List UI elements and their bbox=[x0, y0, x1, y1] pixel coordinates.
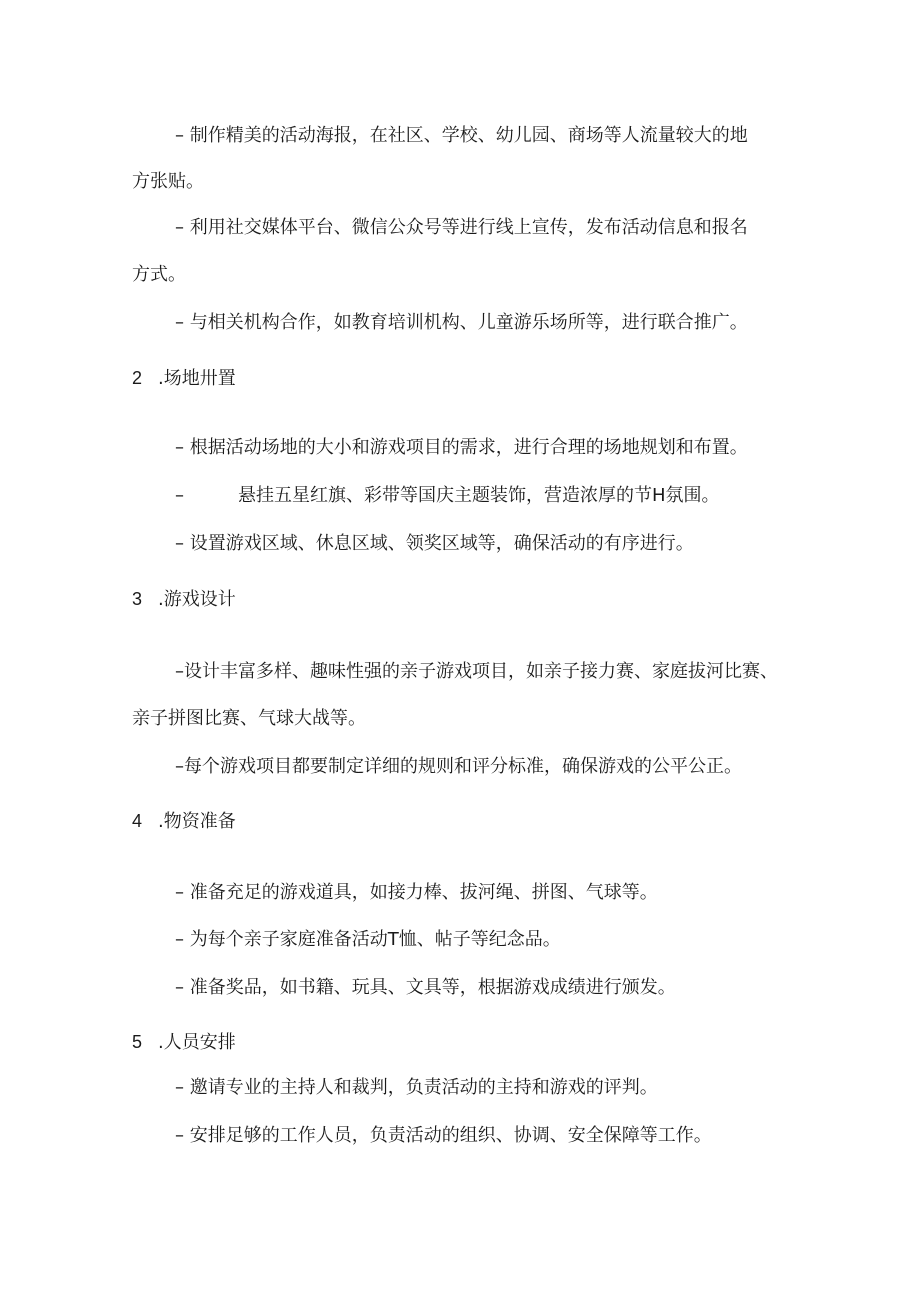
games-variety-line-1: –设计丰富多样、趣味性强的亲子游戏项目，如亲子接力赛、家庭拔河比赛、 bbox=[175, 661, 778, 682]
venue-deco-dash: – bbox=[175, 485, 184, 506]
heading-supplies-title: .物资准备 bbox=[158, 811, 236, 832]
supplies-souvenir-line: – 为每个亲子家庭准备活动T恤、帖子等纪念品。 bbox=[175, 929, 561, 950]
venue-zones-line: – 设置游戏区域、休息区域、领奖区域等，确保活动的有序进行。 bbox=[175, 533, 694, 554]
promo-poster-line-2: 方张贴。 bbox=[132, 171, 204, 192]
games-variety-line-2: 亲子拼图比赛、气球大战等。 bbox=[132, 708, 366, 729]
heading-venue bbox=[132, 366, 236, 391]
heading-venue-number: 2 bbox=[132, 368, 143, 388]
staff-workers-line: – 安排足够的工作人员，负责活动的组织、协调、安全保障等工作。 bbox=[175, 1125, 712, 1146]
heading-games-number: 3 bbox=[132, 589, 143, 609]
heading-games-title: .游戏设计 bbox=[158, 589, 236, 610]
venue-deco-line: 悬挂五星红旗、彩带等国庆主题装饰，营造浓厚的节H氛围。 bbox=[238, 485, 720, 506]
promo-social-line-1: – 利用社交媒体平台、微信公众号等进行线上宣传，发布活动信息和报名 bbox=[175, 217, 748, 238]
promo-poster-line-1: – 制作精美的活动海报，在社区、学校、幼儿园、商场等人流量较大的地 bbox=[175, 125, 748, 146]
heading-staff-title: .人员安排 bbox=[158, 1032, 236, 1053]
heading-games bbox=[132, 587, 236, 612]
supplies-props-line: – 准备充足的游戏道具，如接力棒、拔河绳、拼图、气球等。 bbox=[175, 882, 658, 903]
supplies-prizes-line: – 准备奖品，如书籍、玩具、文具等，根据游戏成绩进行颁发。 bbox=[175, 977, 676, 998]
staff-host-line: – 邀请专业的主持人和裁判，负责活动的主持和游戏的评判。 bbox=[175, 1077, 658, 1098]
promo-partner-line: – 与相关机构合作，如教育培训机构、儿童游乐场所等，进行联合推广。 bbox=[175, 312, 748, 333]
venue-plan-line: – 根据活动场地的大小和游戏项目的需求，进行合理的场地规划和布置。 bbox=[175, 437, 748, 458]
promo-social-line-2: 方式。 bbox=[132, 264, 186, 285]
heading-supplies bbox=[132, 809, 236, 834]
heading-staff bbox=[132, 1030, 236, 1055]
heading-supplies-number: 4 bbox=[132, 811, 143, 831]
games-rules-line: –每个游戏项目都要制定详细的规则和评分标准，确保游戏的公平公正。 bbox=[175, 756, 742, 777]
heading-venue-title: .场地卅置 bbox=[158, 368, 236, 389]
heading-staff-number: 5 bbox=[132, 1032, 143, 1052]
